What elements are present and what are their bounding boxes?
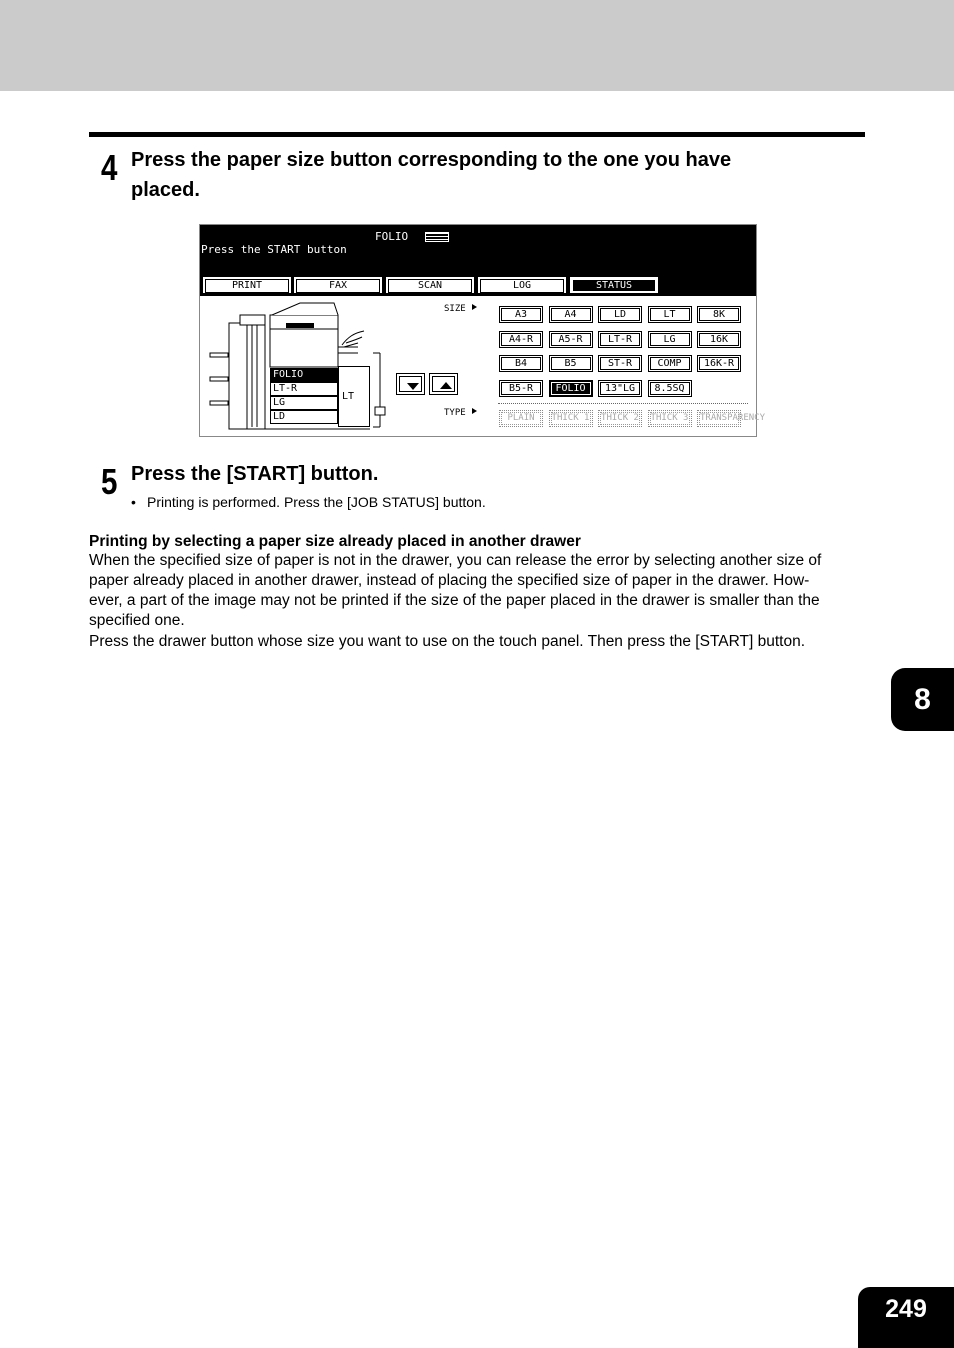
paper-size-label: FOLIO [375, 230, 409, 243]
size-button-comp[interactable]: COMP [648, 355, 692, 372]
step-4-title-line2: placed. [131, 179, 200, 201]
page-number: 249 [858, 1287, 954, 1348]
drawer-lt-r[interactable]: LT-R [270, 382, 338, 396]
size-button-b5[interactable]: B5 [549, 355, 593, 372]
size-button-a4-r[interactable]: A4-R [499, 331, 543, 348]
scroll-up-button[interactable] [429, 373, 458, 395]
paper-icon [425, 232, 449, 242]
down-arrow-icon [407, 383, 419, 390]
paragraph-line: specified one. [89, 612, 185, 629]
size-button-folio[interactable]: FOLIO [549, 380, 593, 397]
paragraph-line: Press the drawer button whose size you want to use on the touch panel. Then press the [START] button. [89, 633, 805, 650]
step-5-title: Press the [START] button. [131, 463, 379, 485]
size-button-a4[interactable]: A4 [549, 306, 593, 323]
size-label: SIZE [444, 304, 477, 314]
scroll-down-button[interactable] [396, 373, 425, 395]
hand-icon [340, 329, 368, 349]
section-rule [89, 132, 865, 137]
status-message: Press the START button [201, 243, 347, 256]
paragraph-line: paper already placed in another drawer, instead of placing the specified size of paper in the drawer. How- [89, 572, 810, 589]
drawer-folio[interactable]: FOLIO [270, 368, 338, 382]
type-button-thick-1[interactable]: THICK 1 [549, 410, 593, 427]
tab-log[interactable]: LOG [478, 277, 566, 293]
step-5-number: 5 [101, 461, 118, 502]
size-button-13-lg[interactable]: 13"LG [598, 380, 642, 397]
size-button-b4[interactable]: B4 [499, 355, 543, 372]
size-button-lt-r[interactable]: LT-R [598, 331, 642, 348]
section-heading: Printing by selecting a paper size already placed in another drawer [89, 533, 581, 550]
size-button-st-r[interactable]: ST-R [598, 355, 642, 372]
size-button-b5-r[interactable]: B5-R [499, 380, 543, 397]
type-button-transparency[interactable]: TRANSPARENCY [697, 410, 741, 427]
paragraph-line: When the specified size of paper is not in the drawer, you can release the error by selecting another size of [89, 552, 822, 569]
tab-fax[interactable]: FAX [294, 277, 382, 293]
tab-status[interactable]: STATUS [570, 277, 658, 293]
drawer-ld[interactable]: LD [270, 410, 338, 424]
type-button-plain[interactable]: PLAIN [499, 410, 543, 427]
size-button-lt[interactable]: LT [648, 306, 692, 323]
up-arrow-icon [440, 382, 452, 389]
tab-scan[interactable]: SCAN [386, 277, 474, 293]
size-button-16k-r[interactable]: 16K-R [697, 355, 741, 372]
header-band [0, 0, 954, 91]
size-button-8k[interactable]: 8K [697, 306, 741, 323]
lcd-message-area [200, 225, 756, 296]
step-5-bullet: • Printing is performed. Press the [JOB STATUS] button. [131, 494, 486, 510]
paragraph-line: ever, a part of the image may not be printed if the size of the paper placed in the drawer is smaller than the [89, 592, 820, 609]
type-button-thick-3[interactable]: THICK 3 [648, 410, 692, 427]
divider [498, 403, 748, 404]
size-button-lg[interactable]: LG [648, 331, 692, 348]
touch-panel-screen [199, 224, 766, 437]
drawer-lg[interactable]: LG [270, 396, 338, 410]
step-4-number: 4 [101, 147, 118, 188]
tab-print[interactable]: PRINT [203, 277, 291, 293]
bypass-tray-size[interactable]: LT [338, 366, 370, 427]
size-button-8-5sq[interactable]: 8.5SQ [648, 380, 692, 397]
chapter-tab: 8 [891, 668, 954, 731]
size-button-16k[interactable]: 16K [697, 331, 741, 348]
step-4-title-line1: Press the paper size button corresponding to the one you have [131, 149, 732, 171]
size-button-a5-r[interactable]: A5-R [549, 331, 593, 348]
type-label: TYPE [444, 408, 477, 418]
size-button-ld[interactable]: LD [598, 306, 642, 323]
size-button-a3[interactable]: A3 [499, 306, 543, 323]
type-button-thick-2[interactable]: THICK 2 [598, 410, 642, 427]
